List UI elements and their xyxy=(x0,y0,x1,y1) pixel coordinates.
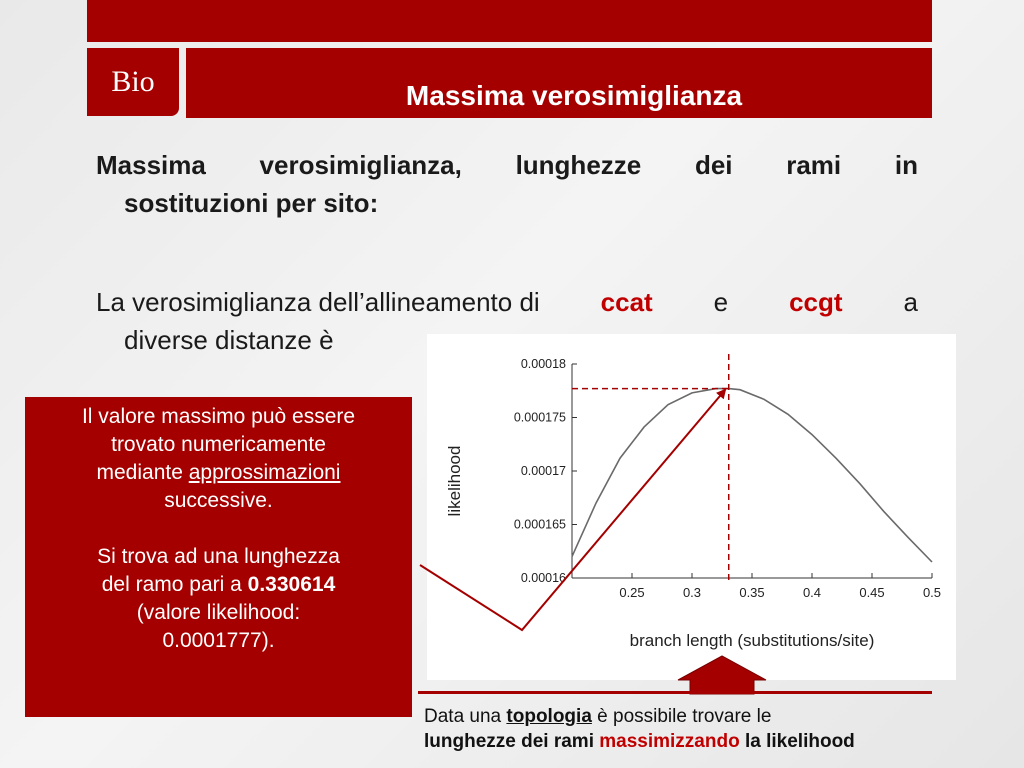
callout-line: (valore likelihood: xyxy=(136,601,301,624)
callout-box xyxy=(25,397,412,717)
caption-text: è possibile trovare le xyxy=(591,706,772,727)
caption-text: Data una xyxy=(424,706,507,727)
caption xyxy=(424,704,1014,754)
x-axis-label: branch length (substitutions/site) xyxy=(629,631,875,650)
paragraph-1 xyxy=(96,146,918,222)
paragraph-1-line-1 xyxy=(96,146,918,184)
p2-text: a xyxy=(903,287,918,317)
p2-text: e xyxy=(713,287,729,317)
callout-spacer xyxy=(29,515,408,543)
paragraph-1-line-2: sostituzioni per sito: xyxy=(124,188,379,218)
y-tick-label: 0.00017 xyxy=(520,464,566,478)
bottom-divider xyxy=(418,691,932,694)
y-tick-label: 0.00018 xyxy=(520,357,566,371)
p1-word: in xyxy=(894,150,918,180)
likelihood-curve xyxy=(572,389,932,562)
top-banner xyxy=(87,0,932,42)
callout-line: Il valore massimo può essere xyxy=(81,405,356,428)
p1-word: verosimiglianza, xyxy=(259,150,462,180)
approssimazioni-link: approssimazioni xyxy=(188,461,341,484)
branch-length-value: 0.330614 xyxy=(247,573,336,596)
caption-massimizzando: massimizzando xyxy=(599,731,740,752)
p1-word: rami xyxy=(786,150,842,180)
p1-word: lunghezze xyxy=(515,150,642,180)
p1-word: dei xyxy=(694,150,733,180)
y-tick-label: 0.000165 xyxy=(513,517,566,532)
paragraph-2-line-1 xyxy=(96,283,918,321)
x-tick-label: 0.35 xyxy=(739,585,765,600)
p1-word: Massima xyxy=(96,150,206,180)
caption-bold: la likelihood xyxy=(744,731,855,752)
y-tick-label: 0.00016 xyxy=(520,571,566,585)
y-axis-label: likelihood xyxy=(445,445,464,517)
slide-title-bar xyxy=(186,48,932,118)
section-tab: Bio xyxy=(87,48,179,116)
caption-line-1 xyxy=(424,704,1014,729)
likelihood-chart-svg xyxy=(427,334,956,680)
paragraph-2-line-2: diverse distanze è xyxy=(124,325,334,355)
y-tick-label: 0.000175 xyxy=(513,410,566,425)
x-tick-label: 0.45 xyxy=(859,585,885,600)
callout-text: del ramo pari a xyxy=(101,573,248,596)
p2-ccat: ccat xyxy=(600,287,653,317)
caption-line-2 xyxy=(424,729,1014,754)
x-tick-label: 0.4 xyxy=(802,585,822,600)
likelihood-chart xyxy=(427,334,956,680)
callout-line: 0.0001777). xyxy=(162,629,275,652)
callout-line xyxy=(29,571,408,599)
callout-line xyxy=(29,459,408,487)
callout-line: trovato numericamente xyxy=(111,433,326,456)
callout-line: successive. xyxy=(164,489,273,512)
p2-ccgt: ccgt xyxy=(789,287,843,317)
x-tick-label: 0.3 xyxy=(682,585,702,600)
p2-text: La verosimiglianza dell’allineamento di xyxy=(96,287,540,317)
caption-bold: lunghezze dei rami xyxy=(424,731,594,752)
caption-topologia: topologia xyxy=(506,706,592,727)
callout-line: Si trova ad una lunghezza xyxy=(97,545,340,568)
x-tick-label: 0.25 xyxy=(619,585,645,600)
slide-title: Massima verosimiglianza xyxy=(405,80,743,111)
x-tick-label: 0.5 xyxy=(922,585,942,600)
callout-text: mediante xyxy=(96,461,189,484)
